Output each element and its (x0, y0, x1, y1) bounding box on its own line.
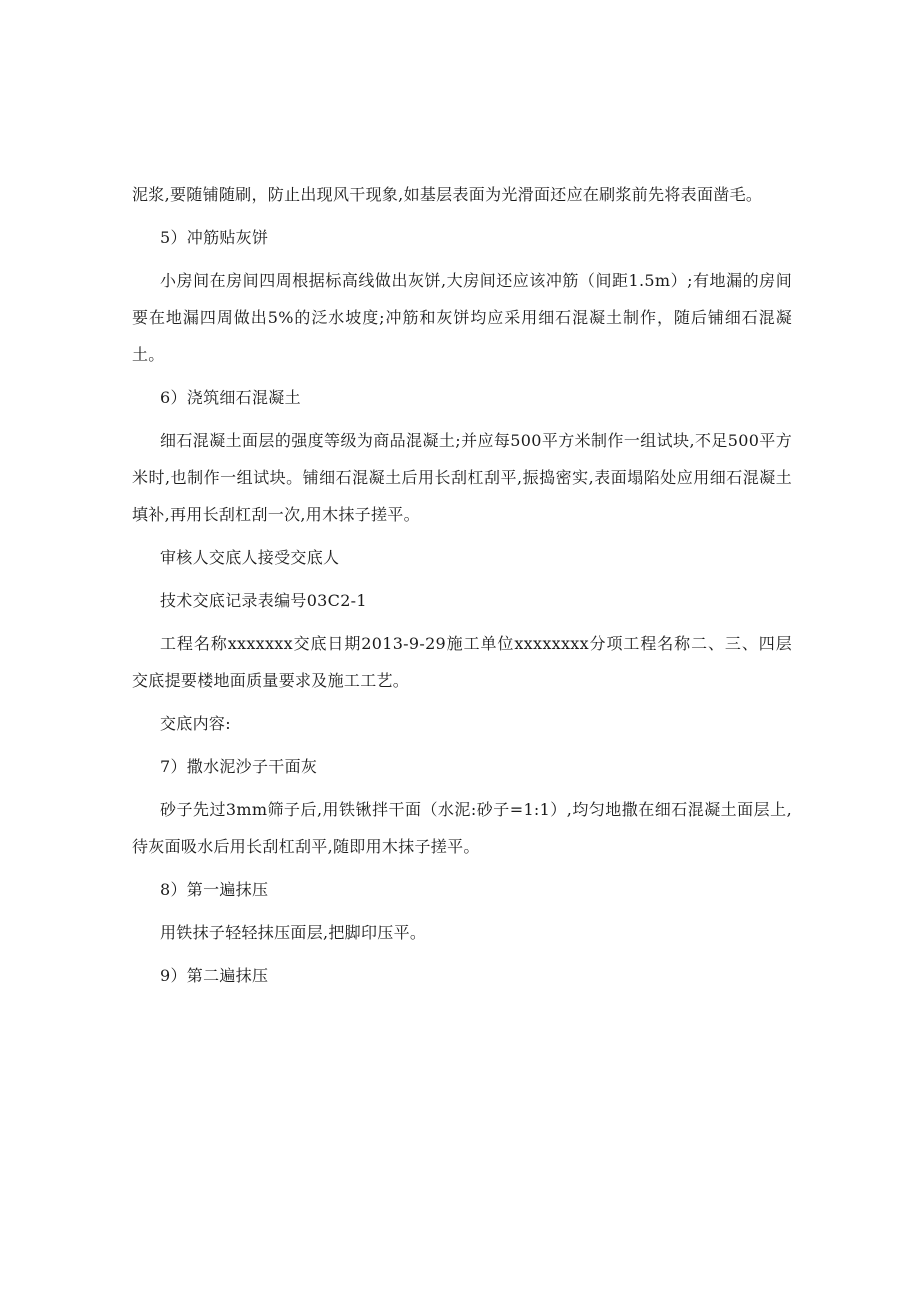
heading-step-5: 5）冲筋贴灰饼 (160, 228, 269, 247)
heading-step-9: 9）第二遍抹压 (160, 966, 269, 985)
paragraph-step-8-body: 用铁抹子轻轻抹压面层,把脚印压平。 (160, 923, 427, 942)
heading-step-8: 8）第一遍抹压 (160, 880, 269, 899)
heading-step-7: 7）撒水泥沙子干面灰 (160, 757, 318, 776)
form-number-line: 技术交底记录表编号03C2-1 (160, 591, 367, 610)
heading-step-6: 6）浇筑细石混凝土 (160, 388, 301, 407)
document-body (132, 176, 792, 994)
paragraph-step-7-body: 砂子先过3mm筛子后,用铁锹拌干面（水泥:砂子=1:1）,均匀地撒在细石混凝土面层上,待灰面吸水后用长刮杠刮平,随即用木抹子搓平。 (132, 800, 792, 856)
paragraph-step-5-body: 小房间在房间四周根据标高线做出灰饼,大房间还应该冲筋（间距1.5m）;有地漏的房间要在地漏四周做出5%的泛水坡度;冲筋和灰饼均应采用细石混凝土制作，随后铺细石混凝土。 (132, 271, 792, 364)
paragraph-step-6-body: 细石混凝土面层的强度等级为商品混凝土;并应每500平方米制作一组试块,不足500平方米时,也制作一组试块。铺细石混凝土后用长刮杠刮平,振捣密实,表面塌陷处应用细石混凝土填补,再用长刮杠刮一次,用木抹子搓平。 (132, 431, 792, 524)
paragraph-continuation: 泥浆,要随铺随刷，防止出现风干现象,如基层表面为光滑面还应在刷浆前先将表面凿毛。 (132, 185, 763, 204)
content-label: 交底内容: (160, 714, 231, 733)
project-info-line: 工程名称xxxxxxx交底日期2013-9-29施工单位xxxxxxxx分项工程名称二、三、四层交底提要楼地面质量要求及施工工艺。 (132, 634, 792, 690)
signature-line: 审核人交底人接受交底人 (160, 548, 340, 567)
